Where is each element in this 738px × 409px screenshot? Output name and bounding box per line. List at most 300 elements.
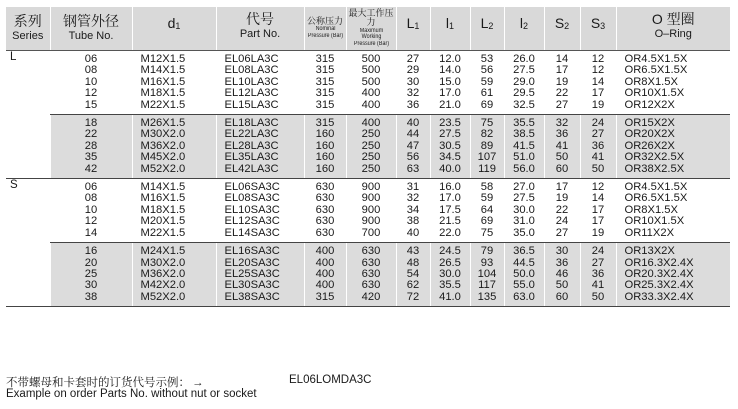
table-cell: 700 <box>361 226 381 239</box>
header-max-pressure: 最大工作压力 Maximum Working Pressure (Bar) <box>346 7 396 51</box>
table-cell: 500 <box>361 75 381 88</box>
table-cell: 59 <box>480 192 494 205</box>
table-cell: M16X1.5 <box>140 75 186 88</box>
table-cell: M30X2.0 <box>140 256 186 269</box>
col-L2 <box>470 51 504 115</box>
table-cell: 08 <box>84 192 98 205</box>
col-S2 <box>544 243 580 307</box>
table-cell: 17.5 <box>439 203 461 216</box>
table-cell: 900 <box>361 181 381 194</box>
table-cell: M30X2.0 <box>140 128 186 141</box>
table-cell: 315 <box>315 75 335 88</box>
table-cell: 30 <box>84 279 98 292</box>
table-cell: OR32X2.5X <box>624 151 685 164</box>
table-cell: 36 <box>555 128 569 141</box>
table-cell: 630 <box>361 267 381 280</box>
table-cell: 35.5 <box>513 117 535 130</box>
table-cell: 630 <box>361 245 381 258</box>
table-cell: 26.0 <box>513 53 535 65</box>
table-cell: EL28LA3C <box>224 139 279 152</box>
table-cell: M52X2.0 <box>140 162 186 175</box>
col-l1 <box>430 51 470 115</box>
table-cell: 50 <box>591 162 605 175</box>
table-cell: 60 <box>555 162 569 175</box>
col-max-pressure <box>346 115 396 179</box>
table-cell: 315 <box>315 98 335 111</box>
table-cell: 250 <box>361 151 381 164</box>
table-cell: 24 <box>555 215 569 228</box>
table-cell: 19 <box>591 98 605 111</box>
col-L2 <box>470 243 504 307</box>
table-cell: M22X1.5 <box>140 98 186 111</box>
col-l2 <box>504 115 544 179</box>
table-cell: 36 <box>591 267 605 280</box>
col-max-pressure <box>346 179 396 243</box>
table-cell: 41.5 <box>513 139 535 152</box>
table-cell: 44.5 <box>513 256 535 269</box>
table-cell: 400 <box>361 87 381 100</box>
col-tube-no <box>50 243 132 307</box>
col-l2 <box>504 179 544 243</box>
table-cell: 17 <box>591 203 605 216</box>
table-cell: 93 <box>480 256 494 269</box>
table-cell: 10 <box>84 203 98 216</box>
table-cell: 36.5 <box>513 245 535 258</box>
table-cell: 900 <box>361 192 381 205</box>
table-cell: 22 <box>555 87 569 100</box>
table-cell: 46 <box>555 267 569 280</box>
table-cell: 19 <box>591 226 605 239</box>
table-cell: 630 <box>315 226 335 239</box>
table-cell: 14 <box>591 75 605 88</box>
table-cell: 40 <box>406 117 420 130</box>
col-max-pressure <box>346 243 396 307</box>
table-cell: 63.0 <box>513 290 535 303</box>
table-cell: OR6.5X1.5X <box>624 64 688 77</box>
table-cell: OR12X2X <box>624 98 675 111</box>
table-cell: 14 <box>555 53 569 65</box>
table-cell: EL14SA3C <box>224 226 280 239</box>
table-cell: OR4.5X1.5X <box>624 181 688 194</box>
table-cell: 24 <box>591 117 605 130</box>
col-L1 <box>396 243 430 307</box>
col-part-no <box>216 179 304 243</box>
col-l1 <box>430 115 470 179</box>
table-cell: 38 <box>406 215 420 228</box>
table-cell: 22.0 <box>439 226 461 239</box>
table-cell: 75 <box>480 226 494 239</box>
table-cell: 22 <box>84 128 98 141</box>
table-cell: EL10LA3C <box>224 75 279 88</box>
table-cell: 15.0 <box>439 75 461 88</box>
table-cell: 250 <box>361 139 381 152</box>
table-cell: 41 <box>591 151 605 164</box>
table-cell: 29.0 <box>513 75 535 88</box>
table-cell: 69 <box>480 215 494 228</box>
table-cell: 41 <box>591 279 605 292</box>
table-cell: 38.5 <box>513 128 535 141</box>
table-cell: 315 <box>315 290 335 303</box>
table-cell: 89 <box>480 139 494 152</box>
table-cell: 20 <box>84 256 98 269</box>
table-cell: M20X1.5 <box>140 215 186 228</box>
table-cell: EL22LA3C <box>224 128 279 141</box>
table-cell: 12 <box>84 87 98 100</box>
table-cell: 50.0 <box>513 267 535 280</box>
col-L1 <box>396 115 430 179</box>
col-S3 <box>580 243 616 307</box>
table-cell: OR11X2X <box>624 226 675 239</box>
table-cell: 27.5 <box>513 64 535 77</box>
table-cell: 54 <box>406 267 420 280</box>
table-cell: OR16.3X2.4X <box>624 256 694 269</box>
table-cell: 36 <box>406 98 420 111</box>
table-cell: OR4.5X1.5X <box>624 53 688 65</box>
table-cell: 17 <box>555 181 569 194</box>
table-cell: OR8X1.5X <box>624 203 678 216</box>
table-cell: 61 <box>480 87 494 100</box>
table-cell: 630 <box>315 192 335 205</box>
table-cell: 38 <box>84 290 98 303</box>
table-cell: 104 <box>477 267 497 280</box>
table-cell: M18X1.5 <box>140 87 186 100</box>
table-cell: 630 <box>361 256 381 269</box>
example-label-cn: 不带螺母和卡套时的订货代号示例： → <box>6 377 204 389</box>
table-cell: 55.0 <box>513 279 535 292</box>
table-cell: 79 <box>480 245 494 258</box>
col-o-ring <box>616 115 730 179</box>
table-body <box>6 51 730 307</box>
table-cell: 36 <box>555 256 569 269</box>
table-cell: 44 <box>406 128 420 141</box>
table-cell: 19 <box>555 192 569 205</box>
table-cell: 18 <box>84 117 98 130</box>
table-cell: 50 <box>555 279 569 292</box>
col-S3 <box>580 179 616 243</box>
table-cell: 250 <box>361 162 381 175</box>
table-cell: 50 <box>555 151 569 164</box>
col-nominal-pressure <box>304 179 346 243</box>
table-cell: 500 <box>361 64 381 77</box>
header-l2: l2 <box>504 7 544 51</box>
table-cell: 12.0 <box>439 53 461 65</box>
table-cell: 08 <box>84 64 98 77</box>
col-S3 <box>580 51 616 115</box>
table-cell: OR10X1.5X <box>624 87 685 100</box>
table-cell: 28 <box>84 139 98 152</box>
table-cell: 30.0 <box>439 267 461 280</box>
table-cell: EL15LA3C <box>224 98 279 111</box>
table-cell: 30.0 <box>513 203 535 216</box>
table-cell: 27 <box>591 128 605 141</box>
table-cell: 42 <box>84 162 98 175</box>
col-o-ring <box>616 243 730 307</box>
table-cell: OR26X2X <box>624 139 675 152</box>
col-tube-no <box>50 179 132 243</box>
table-cell: 50 <box>591 290 605 303</box>
table-cell: EL06LA3C <box>224 53 279 65</box>
header-tube-no: 钢管外径 Tube No. <box>50 7 132 51</box>
example-code: EL06LOMDA3C <box>289 374 372 386</box>
table-cell: 41.0 <box>439 290 461 303</box>
table-cell: 21.0 <box>439 98 461 111</box>
table-cell: 400 <box>315 245 335 258</box>
table-cell: 35.0 <box>513 226 535 239</box>
col-tube-no <box>50 115 132 179</box>
table-cell: 32 <box>555 117 569 130</box>
table-cell: 31.0 <box>513 215 535 228</box>
table-cell: 117 <box>478 279 496 292</box>
table-cell: 62 <box>406 279 420 292</box>
table-cell: 27 <box>555 226 569 239</box>
table-cell: 16 <box>84 245 98 258</box>
table-cell: EL38SA3C <box>224 290 280 303</box>
table-cell: 17 <box>591 87 605 100</box>
table-cell: 30 <box>555 245 569 258</box>
table-cell: 30 <box>406 75 420 88</box>
spec-table <box>6 7 730 307</box>
table-cell: EL30SA3C <box>224 279 280 292</box>
table-cell: 22 <box>555 203 569 216</box>
table-cell: 35 <box>84 151 98 164</box>
table-cell: M12X1.5 <box>140 53 186 65</box>
table-cell: 900 <box>361 215 381 228</box>
row-group <box>6 51 730 115</box>
table-cell: 135 <box>477 290 497 303</box>
table-cell: M52X2.0 <box>140 290 186 303</box>
table-cell: 40 <box>406 226 420 239</box>
row-group <box>6 243 730 307</box>
col-S2 <box>544 179 580 243</box>
row-group <box>6 179 730 243</box>
col-l2 <box>504 243 544 307</box>
col-S2 <box>544 115 580 179</box>
col-L2 <box>470 179 504 243</box>
table-cell: 32 <box>406 87 420 100</box>
table-cell: M36X2.0 <box>140 139 186 152</box>
header-part-no: 代号 Part No. <box>216 7 304 51</box>
table-cell: 06 <box>84 53 98 65</box>
table-cell: 400 <box>315 267 335 280</box>
table-cell: 58 <box>480 181 494 194</box>
table-cell: 82 <box>480 128 494 141</box>
col-d1 <box>132 243 216 307</box>
table-cell: 12 <box>591 64 605 77</box>
table-cell: 315 <box>315 64 335 77</box>
table-cell: OR25.3X2.4X <box>624 279 694 292</box>
table-cell: 27.5 <box>439 128 461 141</box>
table-cell: OR38X2.5X <box>624 162 685 175</box>
table-cell: 400 <box>315 256 335 269</box>
table-cell: 14 <box>591 192 605 205</box>
table-cell: EL25SA3C <box>224 267 280 280</box>
table-cell: 17.0 <box>439 192 461 205</box>
table-cell: 107 <box>477 151 497 164</box>
table-cell: 420 <box>361 290 381 303</box>
table-cell: 36 <box>591 139 605 152</box>
example-label-en: Example on order Parts No. without nut or socket <box>6 388 257 400</box>
table-cell: 160 <box>315 139 335 152</box>
table-cell: 160 <box>315 128 335 141</box>
col-part-no <box>216 115 304 179</box>
table-cell: 400 <box>315 279 335 292</box>
col-L1 <box>396 51 430 115</box>
series-label: L <box>6 51 50 179</box>
table-cell: 119 <box>478 162 496 175</box>
table-cell: 56 <box>480 64 494 77</box>
table-cell: 59 <box>480 75 494 88</box>
table-cell: OR10X1.5X <box>624 215 685 228</box>
col-part-no <box>216 51 304 115</box>
table-cell: M36X2.0 <box>140 267 186 280</box>
col-L1 <box>396 179 430 243</box>
table-cell: 32 <box>406 192 420 205</box>
table-cell: 34 <box>406 203 420 216</box>
table-cell: EL08LA3C <box>224 64 279 77</box>
table-cell: 250 <box>361 128 381 141</box>
table-cell: 27.5 <box>513 192 535 205</box>
table-cell: 21.5 <box>439 215 461 228</box>
table-cell: 40.0 <box>439 162 461 175</box>
table-cell: EL12LA3C <box>224 87 279 100</box>
table-cell: 56.0 <box>513 162 535 175</box>
table-cell: EL18LA3C <box>224 117 279 130</box>
table-cell: 315 <box>315 117 335 130</box>
header-row <box>6 7 730 51</box>
table-cell: M22X1.5 <box>140 226 186 239</box>
header-nominal-pressure: 公称压力 Nominal Pressure (Bar) <box>304 7 346 51</box>
table-cell: 30.5 <box>439 139 461 152</box>
col-d1 <box>132 51 216 115</box>
table-cell: OR20X2X <box>624 128 675 141</box>
table-cell: 23.5 <box>439 117 461 130</box>
table-cell: 14 <box>84 226 98 239</box>
table-cell: EL20SA3C <box>224 256 280 269</box>
col-tube-no <box>50 51 132 115</box>
table-cell: M14X1.5 <box>140 181 186 194</box>
row-group <box>6 115 730 179</box>
table-cell: 24.5 <box>439 245 461 258</box>
table-cell: M24X1.5 <box>140 245 186 258</box>
col-o-ring <box>616 51 730 115</box>
col-l1 <box>430 179 470 243</box>
table-cell: 64 <box>480 203 494 216</box>
col-nominal-pressure <box>304 243 346 307</box>
table-cell: EL12SA3C <box>224 215 280 228</box>
table-cell: 15 <box>84 98 98 111</box>
header-l1: l1 <box>430 7 470 51</box>
table-cell: 53 <box>480 53 494 65</box>
table-cell: 27 <box>591 256 605 269</box>
table-cell: 27.0 <box>513 181 535 194</box>
table-cell: M14X1.5 <box>140 64 186 77</box>
table-cell: 35.5 <box>439 279 461 292</box>
table-cell: EL35LA3C <box>224 151 279 164</box>
table-cell: 06 <box>84 181 98 194</box>
arrow-right-icon: → <box>192 377 204 389</box>
table-cell: M26X1.5 <box>140 117 186 130</box>
header-d1: d1 <box>132 7 216 51</box>
table-cell: 24 <box>591 245 605 258</box>
col-o-ring <box>616 179 730 243</box>
table-cell: EL42LA3C <box>224 162 279 175</box>
table-cell: M18X1.5 <box>140 203 186 216</box>
table-cell: 10 <box>84 75 98 88</box>
table-cell: 19 <box>555 75 569 88</box>
table-cell: 630 <box>315 215 335 228</box>
col-nominal-pressure <box>304 51 346 115</box>
table-cell: OR20.3X2.4X <box>624 267 694 280</box>
table-cell: 69 <box>480 98 494 111</box>
table-cell: 51.0 <box>513 151 535 164</box>
table-cell: EL16SA3C <box>224 245 280 258</box>
table-cell: 47 <box>406 139 420 152</box>
table-cell: 160 <box>315 151 335 164</box>
table-cell: 400 <box>361 117 381 130</box>
table-cell: 31 <box>406 181 420 194</box>
table-cell: 63 <box>406 162 420 175</box>
table-cell: 29.5 <box>513 87 535 100</box>
header-o-ring: O 型圈 O–Ring <box>616 7 730 51</box>
table-cell: 12 <box>591 53 605 65</box>
col-L2 <box>470 115 504 179</box>
table-cell: OR33.3X2.4X <box>624 290 694 303</box>
table-cell: EL06SA3C <box>224 181 280 194</box>
table-cell: 12 <box>591 181 605 194</box>
table-cell: 34.5 <box>439 151 461 164</box>
table-cell: 12 <box>84 215 98 228</box>
table-cell: 630 <box>315 181 335 194</box>
table-cell: 29 <box>406 64 420 77</box>
table-cell: M45X2.0 <box>140 151 186 164</box>
table-cell: 17.0 <box>439 87 461 100</box>
table-cell: 500 <box>361 53 381 65</box>
table-cell: 43 <box>406 245 420 258</box>
table-cell: 72 <box>406 290 420 303</box>
table-cell: M16X1.5 <box>140 192 186 205</box>
table-cell: 900 <box>361 203 381 216</box>
table-cell: OR6.5X1.5X <box>624 192 688 205</box>
table-cell: 400 <box>361 98 381 111</box>
table-cell: 16.0 <box>439 181 461 194</box>
table-cell: OR8X1.5X <box>624 75 678 88</box>
table-cell: 315 <box>315 53 335 65</box>
col-l1 <box>430 243 470 307</box>
table-cell: 27 <box>555 98 569 111</box>
table-cell: 160 <box>315 162 335 175</box>
header-L2: L2 <box>470 7 504 51</box>
table-cell: EL10SA3C <box>224 203 280 216</box>
col-d1 <box>132 115 216 179</box>
header-S3: S3 <box>580 7 616 51</box>
table-cell: 14.0 <box>439 64 461 77</box>
table-cell: 17 <box>591 215 605 228</box>
table-cell: EL08SA3C <box>224 192 280 205</box>
table-cell: OR13X2X <box>624 245 675 258</box>
table-cell: 315 <box>315 87 335 100</box>
table-cell: 630 <box>315 203 335 216</box>
table-cell: 56 <box>406 151 420 164</box>
col-max-pressure <box>346 51 396 115</box>
col-l2 <box>504 51 544 115</box>
table-cell: 32.5 <box>513 98 535 111</box>
header-series: 系列 Series <box>6 7 50 51</box>
table-cell: 25 <box>84 267 98 280</box>
table-cell: 60 <box>555 290 569 303</box>
table-cell: 48 <box>406 256 420 269</box>
table-cell: 27 <box>406 53 420 65</box>
col-S3 <box>580 115 616 179</box>
